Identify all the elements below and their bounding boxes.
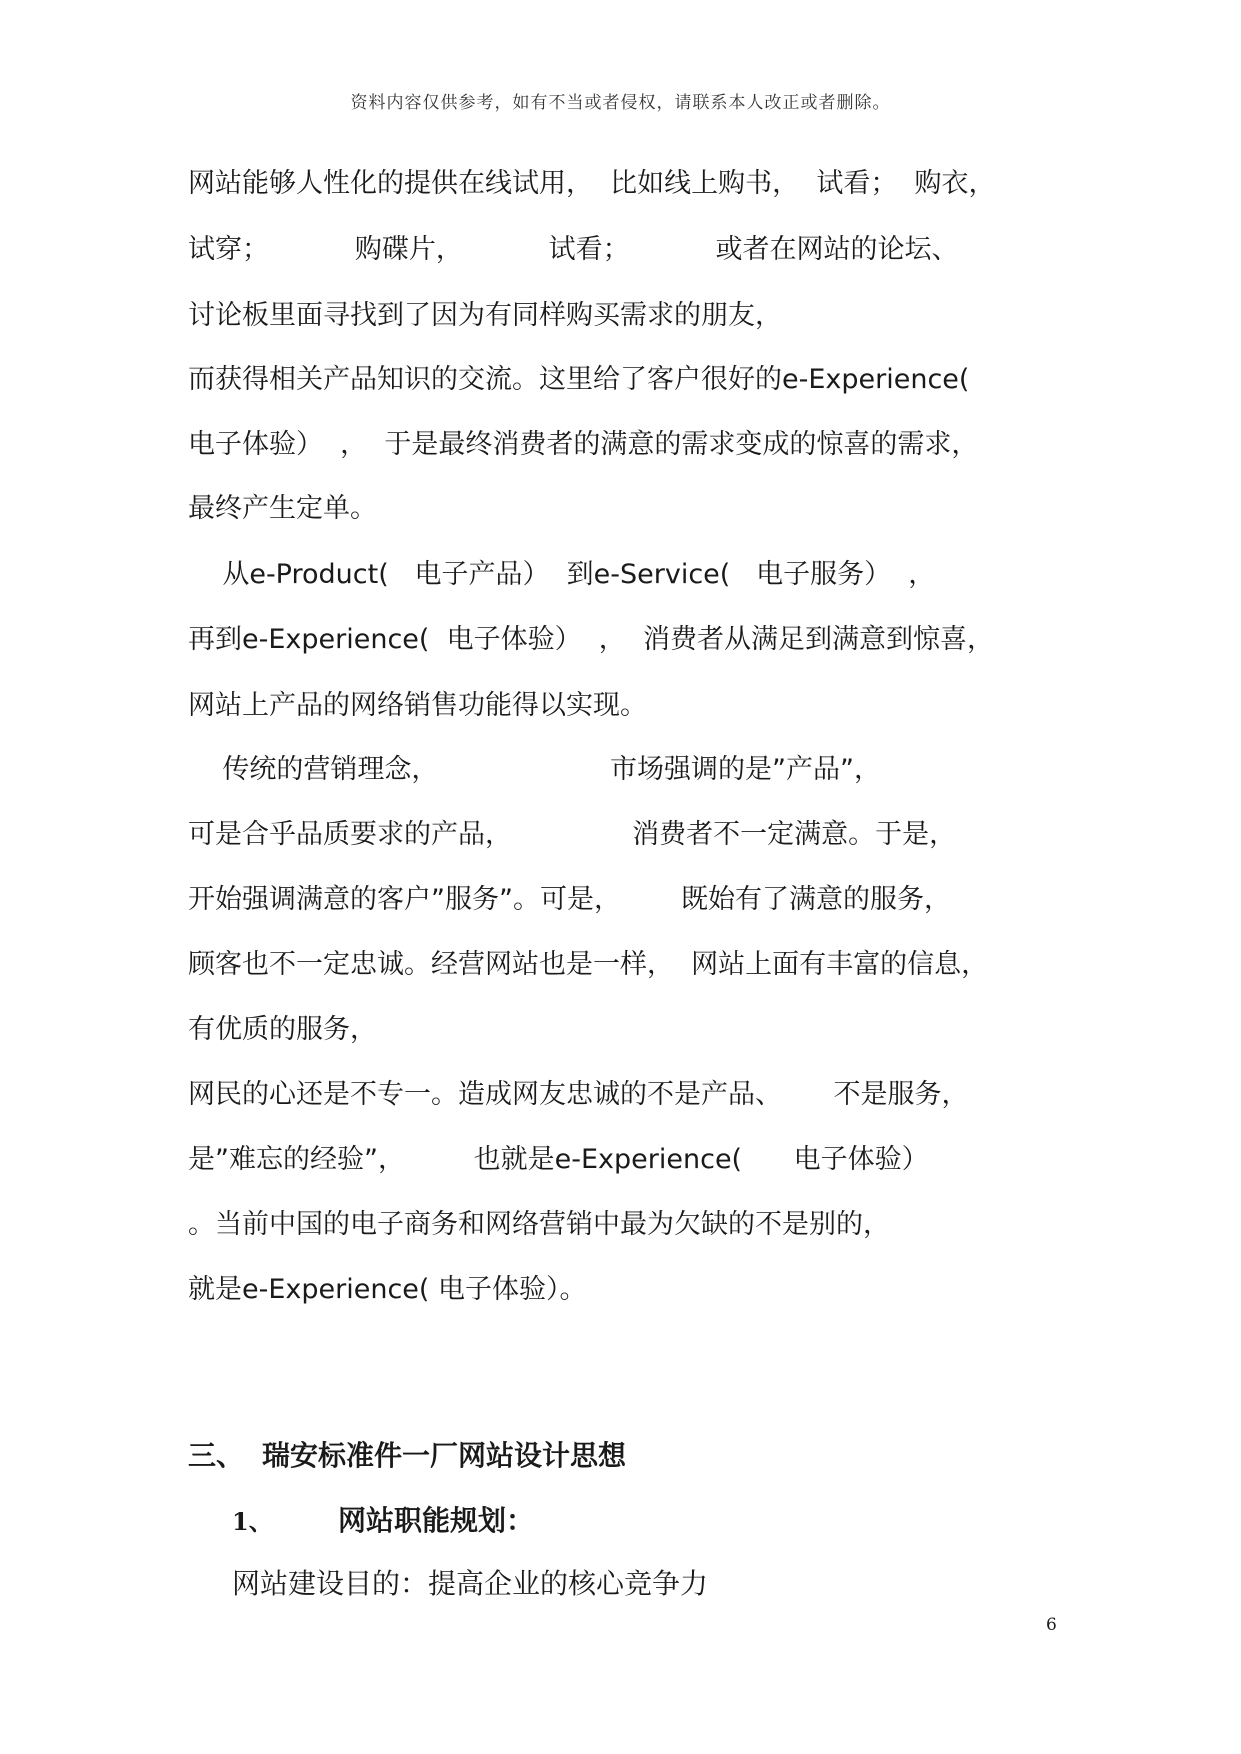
body-line: 有优质的服务， — [188, 1014, 377, 1045]
body-line: 就是e-Experience( 电子体验）。 — [188, 1274, 587, 1305]
body-line: 顾客也不一定忠诚。经营网站也是一样， 网站上面有丰富的信息， — [188, 949, 989, 980]
body-line: 是”难忘的经验”， 也就是e-Experience( 电子体验） — [188, 1144, 929, 1175]
body-line: 最终产生定单。 — [188, 493, 377, 524]
body-line: 传统的营销理念， 市场强调的是”产品”， — [188, 754, 881, 785]
body-line: 。当前中国的电子商务和网络营销中最为欠缺的不是别的， — [188, 1209, 890, 1240]
body-line: 开始强调满意的客户”服务”。可是， 既始有了满意的服务， — [188, 884, 952, 915]
body-line: 再到e-Experience( 电子体验） ， 消费者从满足到满意到惊喜， — [188, 624, 994, 655]
body-line: 从e-Product( 电子产品） 到e-Service( 电子服务） ， — [188, 559, 936, 590]
body-line: 网站能够人性化的提供在线试用， 比如线上购书， 试看； 购衣， — [188, 168, 996, 199]
section-number: 三、 — [188, 1439, 245, 1472]
body-line: 讨论板里面寻找到了因为有同样购买需求的朋友， — [188, 300, 782, 331]
body-line: 而获得相关产品知识的交流。这里给了客户很好的e-Experience( — [188, 364, 970, 395]
subsection-title: 网站职能规划： — [338, 1504, 535, 1537]
body-line: 可是合乎品质要求的产品， 消费者不一定满意。于是， — [188, 819, 957, 850]
body-line: 电子体验） ， 于是最终消费者的满意的需求变成的惊喜的需求， — [188, 429, 979, 460]
page-number: 6 — [1046, 1615, 1057, 1635]
body-line: 网站上产品的网络销售功能得以实现。 — [188, 690, 647, 721]
subsection-number: 1、 — [232, 1507, 273, 1536]
body-line: 试穿； 购碟片， 试看； 或者在网站的论坛、 — [188, 234, 959, 265]
section-title: 瑞安标准件一厂网站设计思想 — [262, 1439, 627, 1472]
header-note: 资料内容仅供参考，如有不当或者侵权，请联系本人改正或者删除。 — [350, 93, 891, 113]
body-line: 网民的心还是不专一。造成网友忠诚的不是产品、 不是服务， — [188, 1079, 969, 1110]
site-goal-line: 网站建设目的：提高企业的核心竞争力 — [232, 1567, 709, 1600]
